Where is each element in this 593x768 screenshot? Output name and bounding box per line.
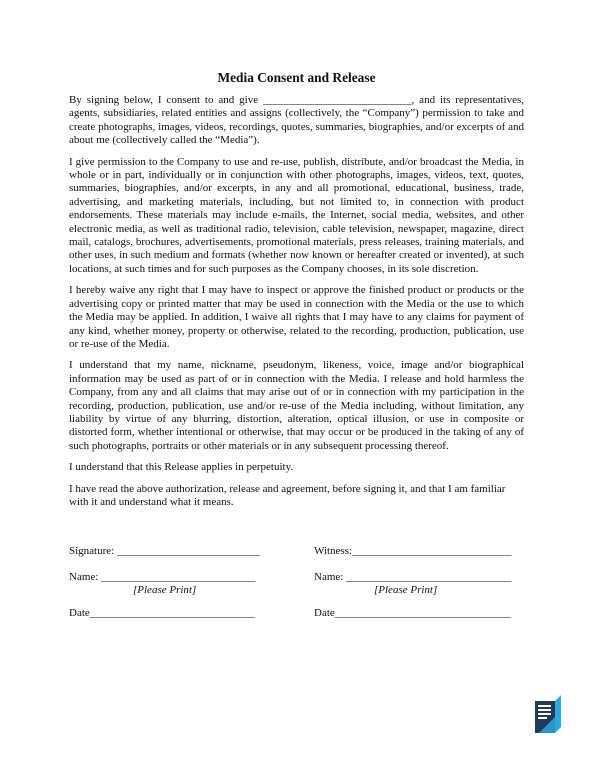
paragraph-permission: I give permission to the Company to use and re-use, publish, distribute, and/or broadcast the Media, in whole or in part, individually or in conjunction with other photographs, images, videos, text, quotes, summaries, biographies, and/or excerpts, in any and all promotional, educational, business, trade, advertising, and marketing materials, including, but not limited to, in connection with product endorsements. These materials may include e-mails, the Internet, social media, websites, and other electronic media, as well as traditional radio, television, cable television, newspaper, magazine, direct mail, catalogs, brochures, advertisements, promotional materials, press releases, training materials, and other uses, in such medium and formats (whether now known or hereafter created or invented), at such locations, at such times and for such purposes as the Company chooses, in its sole discretion. — [69, 155, 524, 275]
signature-block — [69, 545, 524, 633]
document-body — [69, 70, 524, 517]
signature-field[interactable]: Signature: __________________________ — [69, 545, 260, 557]
document-brand-logo-icon — [533, 693, 563, 735]
print-note-left: [Please Print] — [133, 584, 197, 596]
witness-field[interactable]: Witness:_____________________________ — [314, 545, 512, 557]
print-note-right: [Please Print] — [374, 584, 438, 596]
paragraph-release: I understand that my name, nickname, pseudonym, likeness, voice, image and/or biographical information may be used as part of or in connection with the Media. I release and hold harmless the Company, from any and all claims that may arise out of or in connection with my participation in the recording, production, publication, use and/or re-use of the Media including, without limitation, any liability by virtue of any blurring, distortion, alteration, optical illusion, or use in composite or distorted form, whether intentional or otherwise, that may occur or be produced in the taking of any of such photographs, portraits or other materials or in any subsequent processing thereof. — [69, 359, 524, 452]
signature-row — [69, 545, 524, 571]
name-row — [69, 571, 524, 607]
name-field-right[interactable]: Name: ______________________________ — [314, 571, 512, 583]
paragraph-acknowledgement: I have read the above authorization, release and agreement, before signing it, and that I am familiar with it and understand what it means. — [69, 482, 506, 508]
date-field-left[interactable]: Date______________________________ — [69, 607, 255, 619]
date-field-right[interactable]: Date________________________________ — [314, 607, 511, 619]
paragraph-waiver: I hereby waive any right that I may have to inspect or approve the finished product or products or the advertising copy or printed matter that may be used in connection with the Media or the use to which the Media may be applied. In addition, I waive all rights that I may have to any claims for payment of any kind, whether money, property or otherwise, related to the recording, production, publication, use or re-use of the Media. — [69, 284, 524, 350]
name-field-left[interactable]: Name: ____________________________ — [69, 571, 256, 583]
paragraph-consent: By signing below, I consent to and give ___________________________, and its representatives, agents, subsidiaries, related entities and assigns (collectively, the “Company”) permission to take and create photographs, images, videos, recordings, quotes, summaries, biographies, and/or excerpts of and about me (collectively called the “Media”). — [69, 94, 524, 147]
document-title: Media Consent and Release — [217, 70, 376, 85]
date-row — [69, 607, 524, 633]
paragraph-perpetuity: I understand that this Release applies in perpetuity. — [69, 461, 294, 474]
